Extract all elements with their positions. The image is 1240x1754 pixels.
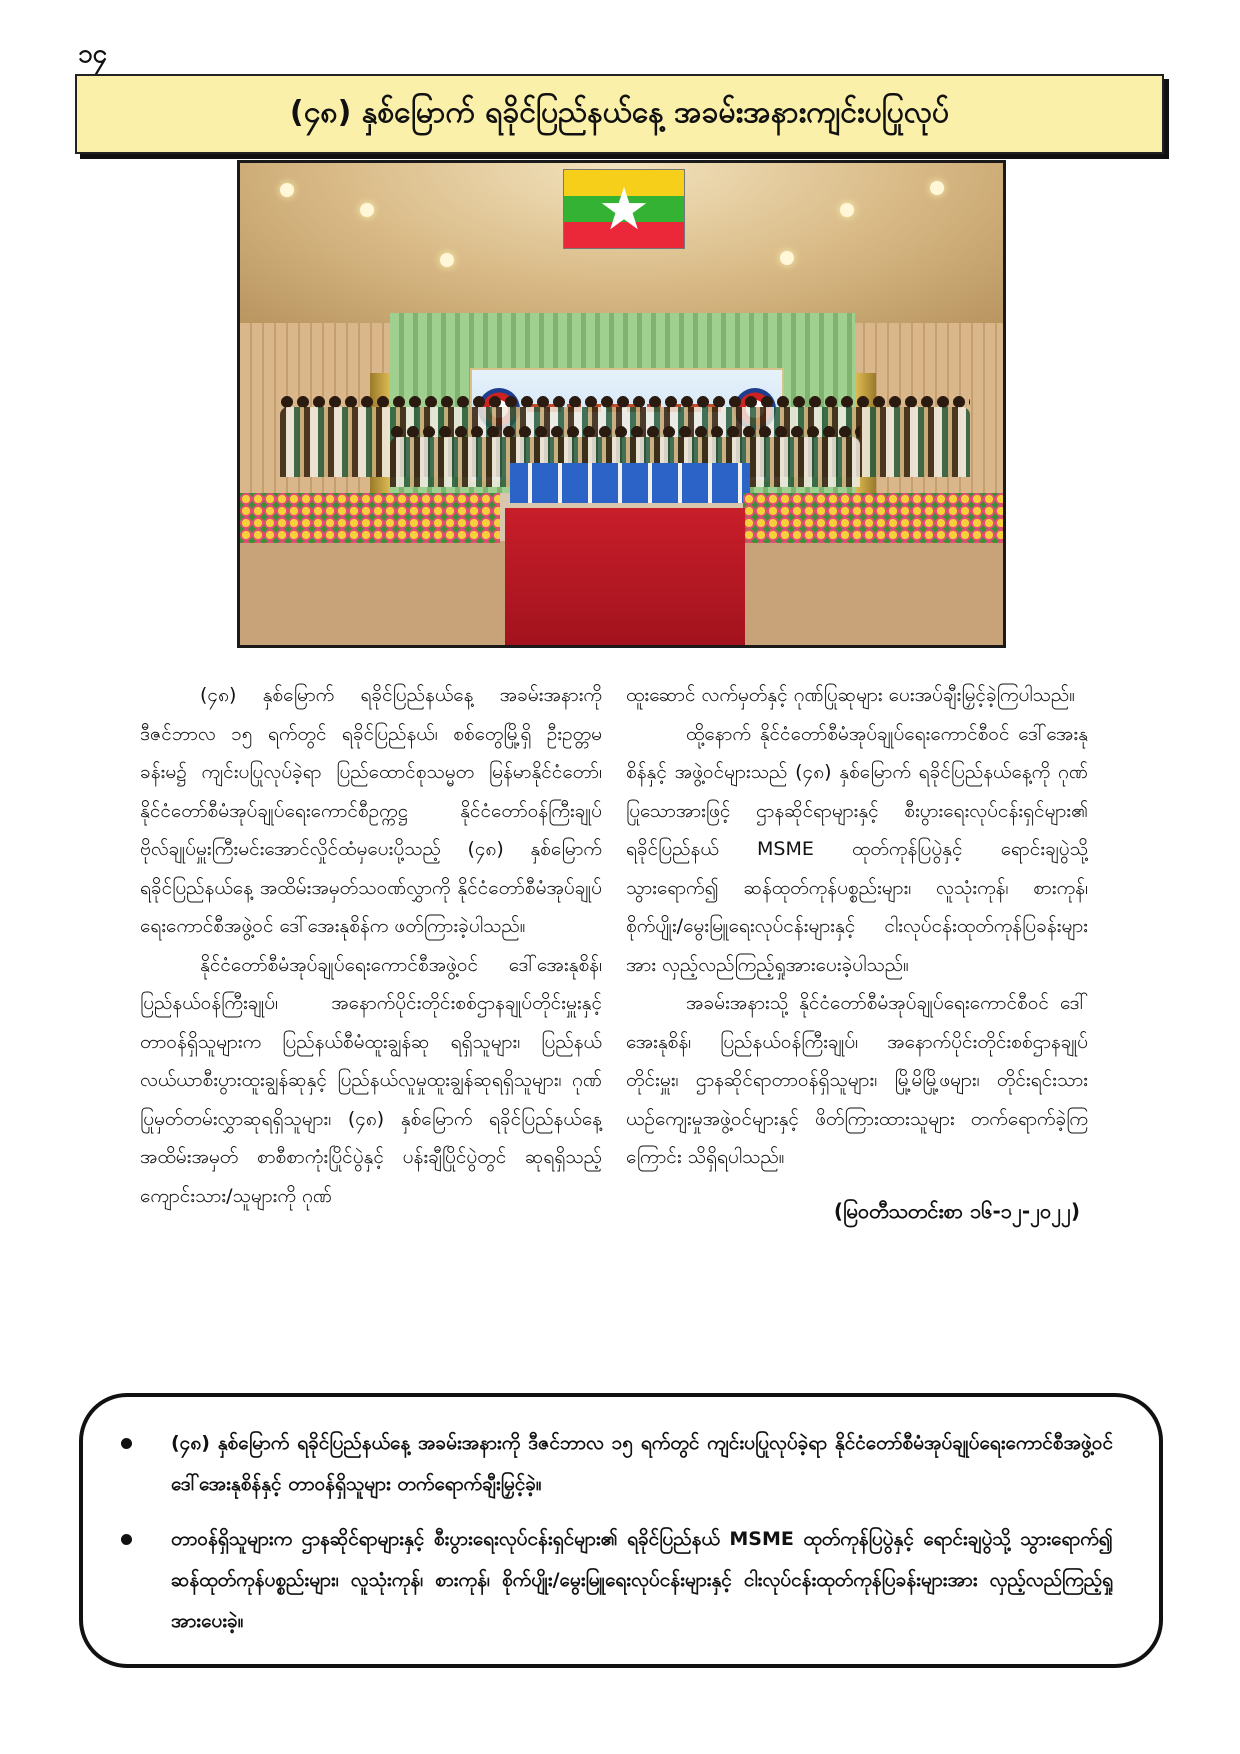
article-paragraph: အခမ်းအနားသို့ နိုင်ငံတော်စီမံအုပ်ချုပ်ရေးကောင်စီဝင် ဒေါ်အေးနုစိန်၊ ပြည်နယ်ဝန်ကြီးချုပ်၊ အနောက်ပိုင်းတိုင်းစစ်ဌာနချုပ်တိုင်းမှူး၊ ဌာနဆိုင်ရာတာဝန်ရှိသူများ၊ မြို့မိမြို့ဖများ၊ တိုင်းရင်းသားယဉ်ကျေးမှုအဖွဲ့ဝင်များနှင့် ဖိတ်ကြားထားသူများ တက်ရောက်ခဲ့ကြကြောင်း သိရှိရပါသည်။ (626, 992, 1088, 1168)
article-column-right (626, 676, 1088, 1177)
summary-item (119, 1519, 1113, 1642)
page-title: (၄၈) နှစ်မြောက် ရခိုင်ပြည်နယ်နေ့ အခမ်းအနားကျင်းပပြုလုပ် (289, 94, 950, 130)
article-paragraph: နိုင်ငံတော်စီမံအုပ်ချုပ်ရေးကောင်စီအဖွဲ့ဝင် ဒေါ်အေးနုစိန်၊ ပြည်နယ်ဝန်ကြီးချုပ်၊ အနောက်ပိုင်းတိုင်းစစ်ဌာနချုပ်တိုင်းမှူးနှင့် တာဝန်ရှိသူများက ပြည်နယ်စီမံထူးချွန်ဆု ရရှိသူများ၊ ပြည်နယ်လယ်ယာစီးပွားထူးချွန်ဆုနှင့် ပြည်နယ်လူမှုထူးချွန်ဆုရရှိသူများ၊ ဂုဏ်ပြုမှတ်တမ်းလွှာဆုရရှိသူများ၊ (၄၈) နှစ်မြောက် ရခိုင်ပြည်နယ်နေ့အထိမ်းအမှတ် စာစီစာကုံးပြိုင်ပွဲနှင့် ပန်းချီပြိုင်ပွဲတွင် ဆုရရှိသည့် ကျောင်းသား/သူများကို ဂုဏ် (140, 953, 602, 1207)
title-banner (75, 74, 1164, 154)
photo-flowers (743, 493, 1003, 543)
photo-red-carpet (505, 508, 745, 648)
summary-item-text: (၄၈) နှစ်မြောက် ရခိုင်ပြည်နယ်နေ့ အခမ်းအနားကို ဒီဇင်ဘာလ ၁၅ ရက်တွင် ကျင်းပပြုလုပ်ခဲ့ရာ နိုင်ငံတော်စီမံအုပ်ချုပ်ရေးကောင်စီအဖွဲ့ဝင် ဒေါ်အေးနုစိန်နှင့် တာဝန်ရှိသူများ တက်ရောက်ချီးမြှင့်ခဲ့။ (171, 1432, 1113, 1495)
article-paragraph: (၄၈) နှစ်မြောက် ရခိုင်ပြည်နယ်နေ့ အခမ်းအနားကို ဒီဇင်ဘာလ ၁၅ ရက်တွင် ရခိုင်ပြည်နယ်၊ စစ်တွေမြို့ရှိ ဦးဥတ္တမ ခန်းမ၌ ကျင်းပပြုလုပ်ခဲ့ရာ ပြည်ထောင်စုသမ္မတ မြန်မာနိုင်ငံတော်၊ နိုင်ငံတော်စီမံအုပ်ချုပ်ရေးကောင်စီဥက္ကဋ္ဌ နိုင်ငံတော်ဝန်ကြီးချုပ် ဗိုလ်ချုပ်မှူးကြီးမင်းအောင်လှိုင်ထံမှပေးပို့သည့် (၄၈) နှစ်မြောက် ရခိုင်ပြည်နယ်နေ့ အထိမ်းအမှတ်သဝဏ်လွှာကို နိုင်ငံတော်စီမံအုပ်ချုပ်ရေးကောင်စီအဖွဲ့ဝင် ဒေါ်အေးနုစိန်က ဖတ်ကြားခဲ့ပါသည်။ (140, 684, 602, 937)
article-source: (မြဝတီသတင်းစာ ၁၆-၁၂-၂၀၂၂) (833, 1199, 1080, 1223)
summary-box (79, 1393, 1163, 1668)
page-number: ၁၄ (78, 39, 108, 69)
summary-item-text: တာဝန်ရှိသူများက ဌာနဆိုင်ရာများနှင့် စီးပွားရေးလုပ်ငန်းရှင်များ၏ ရခိုင်ပြည်နယ် MSME ထုတ်ကုန်ပြပွဲနှင့် ရောင်းချပွဲသို့ သွားရောက်၍ ဆန်ထုတ်ကုန်ပစ္စည်းများ၊ လူသုံးကုန်၊ စားကုန်၊ စိုက်ပျိုး/မွေးမြူရေးလုပ်ငန်းများနှင့် ငါးလုပ်ငန်းထုတ်ကုန်ပြခန်းများအား လှည့်လည်ကြည့်ရှုအားပေးခဲ့။ (171, 1528, 1113, 1632)
article-paragraph: ထူးဆောင် လက်မှတ်နှင့် ဂုဏ်ပြုဆုများ ပေးအပ်ချီးမြှင့်ခဲ့ကြပါသည်။ (626, 684, 1076, 706)
summary-item (119, 1423, 1113, 1505)
photo-seated-students (510, 463, 750, 503)
article-column-left (140, 676, 602, 1215)
photo-flowers (240, 493, 500, 543)
summary-list (119, 1423, 1113, 1642)
article-paragraph: ထို့နောက် နိုင်ငံတော်စီမံအုပ်ချုပ်ရေးကောင်စီဝင် ဒေါ်အေးနုစိန်နှင့် အဖွဲ့ဝင်များသည် (၄၈) နှစ်မြောက် ရခိုင်ပြည်နယ်နေ့ကို ဂုဏ်ပြုသောအားဖြင့် ဌာနဆိုင်ရာများနှင့် စီးပွားရေးလုပ်ငန်းရှင်များ၏ ရခိုင်ပြည်နယ် MSME ထုတ်ကုန်ပြပွဲနှင့် ရောင်းချပွဲသို့ သွားရောက်၍ ဆန်ထုတ်ကုန်ပစ္စည်းများ၊ လူသုံးကုန်၊ စားကုန်၊ စိုက်ပျိုး/မွေးမြူရေးလုပ်ငန်းများနှင့် ငါးလုပ်ငန်းထုတ်ကုန်ပြခန်းများအား လှည့်လည်ကြည့်ရှုအားပေးခဲ့ပါသည်။ (626, 722, 1088, 976)
bullet-icon (121, 1438, 132, 1449)
event-photo (237, 160, 1006, 648)
bullet-icon (121, 1534, 132, 1545)
myanmar-flag-image: ★ (563, 169, 685, 249)
